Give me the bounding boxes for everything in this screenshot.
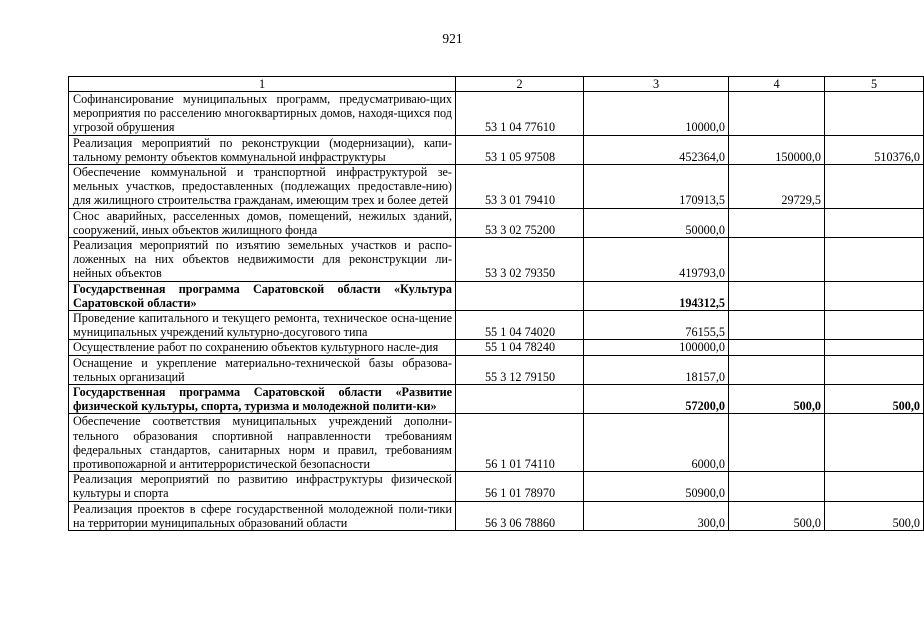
row-value-col5 — [825, 281, 924, 310]
row-description: Обеспечение коммунальной и транспортной инфраструктурой зе-мельных участков, предоставленных (подлежащих предоставле-нию) для жилищного строительства гражданам, имеющим трех и более детей — [69, 165, 456, 209]
row-value-col4 — [729, 238, 825, 282]
row-code: 53 3 01 79410 — [456, 165, 584, 209]
row-value-col5: 510376,0 — [825, 135, 924, 164]
row-code: 55 1 04 78240 — [456, 340, 584, 355]
table-row — [69, 340, 924, 355]
row-value-col5 — [825, 238, 924, 282]
header-col-2: 2 — [456, 77, 584, 92]
row-description: Государственная программа Саратовской области «Культура Саратовской области» — [69, 281, 456, 310]
row-description: Обеспечение соответствия муниципальных учреждений дополни-тельного образования спортивной направленности требованиям федеральных стандартов, санитарных норм и правил, требованиям противопожарной и антитеррористической безопасности — [69, 414, 456, 472]
row-value-col4 — [729, 208, 825, 237]
row-value-col3: 419793,0 — [584, 238, 729, 282]
row-code — [456, 281, 584, 310]
row-description: Снос аварийных, расселенных домов, помещений, нежилых зданий, сооружений, иных объектов жилищного фонда — [69, 208, 456, 237]
row-value-col4: 500,0 — [729, 385, 825, 414]
row-code: 55 3 12 79150 — [456, 355, 584, 384]
row-value-col5 — [825, 355, 924, 384]
table-row — [69, 135, 924, 164]
table-row — [69, 281, 924, 310]
row-value-col5 — [825, 165, 924, 209]
row-value-col4 — [729, 414, 825, 472]
row-code: 56 1 01 74110 — [456, 414, 584, 472]
row-code — [456, 385, 584, 414]
row-value-col3: 50000,0 — [584, 208, 729, 237]
row-code: 55 1 04 74020 — [456, 311, 584, 340]
row-code: 53 3 02 75200 — [456, 208, 584, 237]
table-row — [69, 165, 924, 209]
row-value-col4 — [729, 355, 825, 384]
header-col-1: 1 — [69, 77, 456, 92]
table-row — [69, 385, 924, 414]
row-value-col5 — [825, 340, 924, 355]
row-description: Реализация мероприятий по изъятию земельных участков и распо-ложенных на них объектов недвижимости для реконструкции ли-нейных объектов — [69, 238, 456, 282]
table-row — [69, 355, 924, 384]
header-col-5: 5 — [825, 77, 924, 92]
row-description: Реализация проектов в сфере государственной молодежной поли-тики на территории муниципальных образований области — [69, 501, 456, 530]
row-description: Проведение капитального и текущего ремонта, техническое осна-щение муниципальных учреждений культурно-досугового типа — [69, 311, 456, 340]
budget-table — [68, 76, 924, 531]
table-row — [69, 472, 924, 501]
row-value-col4 — [729, 92, 825, 136]
row-value-col3: 10000,0 — [584, 92, 729, 136]
row-value-col3: 100000,0 — [584, 340, 729, 355]
row-value-col3: 170913,5 — [584, 165, 729, 209]
row-code: 53 1 05 97508 — [456, 135, 584, 164]
header-col-4: 4 — [729, 77, 825, 92]
row-value-col3: 50900,0 — [584, 472, 729, 501]
row-value-col5 — [825, 414, 924, 472]
row-value-col3: 18157,0 — [584, 355, 729, 384]
row-value-col5: 500,0 — [825, 385, 924, 414]
header-col-3: 3 — [584, 77, 729, 92]
row-value-col4 — [729, 281, 825, 310]
table-row — [69, 208, 924, 237]
row-value-col3: 6000,0 — [584, 414, 729, 472]
row-value-col4: 150000,0 — [729, 135, 825, 164]
row-value-col4 — [729, 311, 825, 340]
row-value-col3: 57200,0 — [584, 385, 729, 414]
row-value-col5 — [825, 311, 924, 340]
row-value-col5: 500,0 — [825, 501, 924, 530]
row-code: 53 1 04 77610 — [456, 92, 584, 136]
row-value-col5 — [825, 208, 924, 237]
table-row — [69, 311, 924, 340]
page-number: 921 — [442, 31, 463, 46]
row-code: 53 3 02 79350 — [456, 238, 584, 282]
row-description: Осуществление работ по сохранению объектов культурного насле-дия — [69, 340, 456, 355]
header-row — [69, 77, 924, 92]
row-description: Оснащение и укрепление материально-технической базы образова-тельных организаций — [69, 355, 456, 384]
row-value-col4: 29729,5 — [729, 165, 825, 209]
row-value-col5 — [825, 92, 924, 136]
table-row — [69, 414, 924, 472]
row-value-col5 — [825, 472, 924, 501]
row-description: Реализация мероприятий по реконструкции (модернизации), капи-тальному ремонту объектов коммунальной инфраструктуры — [69, 135, 456, 164]
table-row — [69, 238, 924, 282]
row-value-col3: 452364,0 — [584, 135, 729, 164]
row-value-col4 — [729, 472, 825, 501]
row-value-col3: 194312,5 — [584, 281, 729, 310]
row-value-col4: 500,0 — [729, 501, 825, 530]
row-value-col3: 76155,5 — [584, 311, 729, 340]
row-code: 56 3 06 78860 — [456, 501, 584, 530]
row-description: Софинансирование муниципальных программ, предусматриваю-щих мероприятия по расселению многоквартирных домов, находя-щихся под угрозой обрушения — [69, 92, 456, 136]
table-row — [69, 501, 924, 530]
row-code: 56 1 01 78970 — [456, 472, 584, 501]
row-description: Реализация мероприятий по развитию инфраструктуры физической культуры и спорта — [69, 472, 456, 501]
row-description: Государственная программа Саратовской области «Развитие физической культуры, спорта, туризма и молодежной полити-ки» — [69, 385, 456, 414]
table-row — [69, 92, 924, 136]
row-value-col4 — [729, 340, 825, 355]
row-value-col3: 300,0 — [584, 501, 729, 530]
